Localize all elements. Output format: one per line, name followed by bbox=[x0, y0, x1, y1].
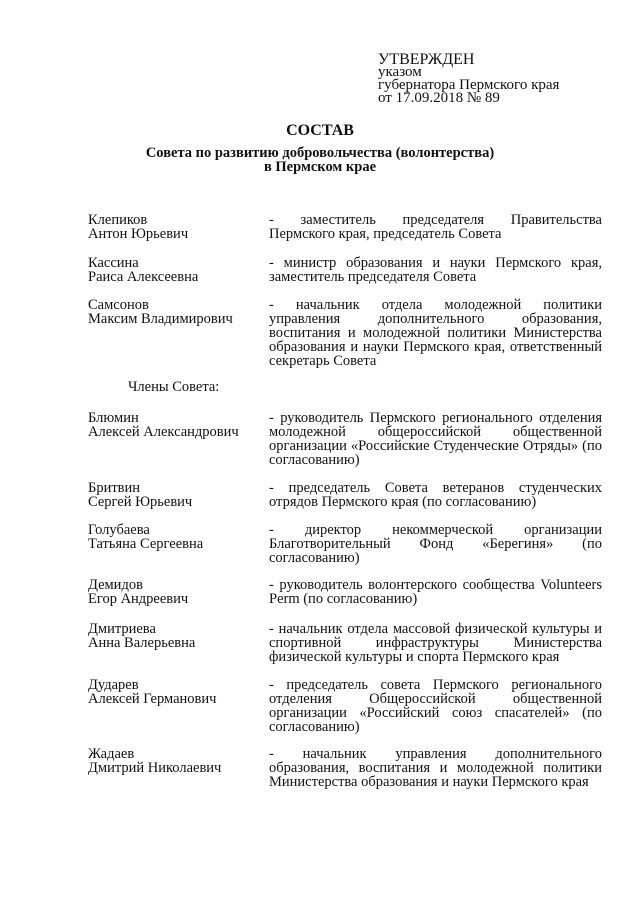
member-role bbox=[269, 256, 602, 284]
dash: - bbox=[269, 297, 274, 313]
member-name bbox=[88, 411, 263, 439]
member-name bbox=[88, 298, 263, 326]
document-subtitle bbox=[120, 146, 520, 174]
member-surname: Бритвин bbox=[88, 480, 141, 496]
member-surname: Клепиков bbox=[88, 212, 148, 228]
member-role bbox=[269, 298, 602, 368]
member-given-names: Сергей Юрьевич bbox=[88, 494, 193, 510]
dash: - bbox=[269, 677, 274, 693]
dash: - bbox=[269, 577, 274, 593]
subtitle-line: в Пермском крае bbox=[263, 159, 377, 175]
member-given-names: Анна Валерьевна bbox=[88, 635, 196, 651]
member-surname: Демидов bbox=[88, 577, 143, 593]
member-name bbox=[88, 678, 263, 706]
approval-block bbox=[378, 53, 559, 105]
member-name bbox=[88, 578, 263, 606]
subtitle-line: Совета по развитию добровольчества (волонтерства) bbox=[145, 145, 495, 161]
member-role-text: заместитель председателя Правительства Пермского края, председатель Совета bbox=[269, 212, 602, 242]
member-surname: Блюмин bbox=[88, 410, 139, 426]
member-role-text: министр образования и науки Пермского края, заместитель председателя Совета bbox=[269, 255, 602, 285]
member-given-names: Максим Владимирович bbox=[88, 311, 233, 327]
member-name bbox=[88, 523, 263, 551]
member-given-names: Алексей Германович bbox=[88, 691, 217, 707]
member-name bbox=[88, 481, 263, 509]
member-given-names: Татьяна Сергеевна bbox=[88, 536, 204, 552]
member-role bbox=[269, 678, 602, 734]
dash: - bbox=[269, 621, 274, 637]
dash: - bbox=[269, 480, 274, 496]
member-role bbox=[269, 578, 602, 606]
member-given-names: Алексей Александрович bbox=[88, 424, 239, 440]
member-role-text: председатель совета Пермского регионального отделения Общероссийской общественной организации «Российский союз спасателей» (по согласованию) bbox=[269, 677, 602, 735]
member-role-text: руководитель Пермского регионального отделения молодежной общероссийской общественной организации «Российские Студенческие Отряды» (по согласованию) bbox=[269, 410, 603, 468]
dash: - bbox=[269, 255, 274, 271]
member-role bbox=[269, 411, 602, 467]
member-given-names: Дмитрий Николаевич bbox=[88, 760, 222, 776]
member-given-names: Антон Юрьевич bbox=[88, 226, 189, 242]
members-heading: Члены Совета: bbox=[128, 379, 220, 395]
member-role bbox=[269, 213, 602, 241]
member-role-text: руководитель волонтерского сообщества Volunteers Perm (по согласованию) bbox=[269, 577, 602, 607]
approval-line: губернатора Пермского края bbox=[378, 77, 560, 93]
member-name bbox=[88, 622, 263, 650]
dash: - bbox=[269, 746, 274, 762]
approval-date: от 17.09.2018 № 89 bbox=[378, 90, 500, 106]
member-name bbox=[88, 256, 263, 284]
member-given-names: Раиса Алексеевна bbox=[88, 269, 199, 285]
approval-title: УТВЕРЖДЕН bbox=[378, 51, 475, 68]
member-role bbox=[269, 481, 602, 509]
member-surname: Голубаева bbox=[88, 522, 150, 538]
member-surname: Дмитриева bbox=[88, 621, 156, 637]
member-role bbox=[269, 622, 602, 664]
document-title: СОСТАВ bbox=[286, 122, 354, 139]
member-surname: Жадаев bbox=[88, 746, 135, 762]
member-role bbox=[269, 523, 602, 565]
member-name bbox=[88, 213, 263, 241]
dash: - bbox=[269, 522, 274, 538]
member-role-text: начальник отдела массовой физической культуры и спортивной инфраструктуры Министерства физической культуры и спорта Пермского края bbox=[269, 621, 602, 665]
member-role-text: директор некоммерческой организации Благотворительный Фонд «Берегиня» (по согласованию) bbox=[269, 522, 602, 566]
member-role-text: начальник отдела молодежной политики управления дополнительного образования, воспитания и молодежной политики Министерства образования и науки Пермского края, ответственный секретарь Совета bbox=[269, 297, 603, 369]
member-surname: Самсонов bbox=[88, 297, 149, 313]
dash: - bbox=[269, 410, 274, 426]
dash: - bbox=[269, 212, 274, 228]
member-surname: Дударев bbox=[88, 677, 139, 693]
member-name bbox=[88, 747, 263, 775]
approval-line: указом bbox=[378, 64, 422, 80]
member-role-text: председатель Совета ветеранов студенческих отрядов Пермского края (по согласованию) bbox=[269, 480, 603, 510]
member-surname: Кассина bbox=[88, 255, 139, 271]
member-role-text: начальник управления дополнительного образования, воспитания и молодежной политики Министерства образования и науки Пермского края bbox=[269, 746, 602, 790]
member-role bbox=[269, 747, 602, 789]
member-given-names: Егор Андреевич bbox=[88, 591, 189, 607]
